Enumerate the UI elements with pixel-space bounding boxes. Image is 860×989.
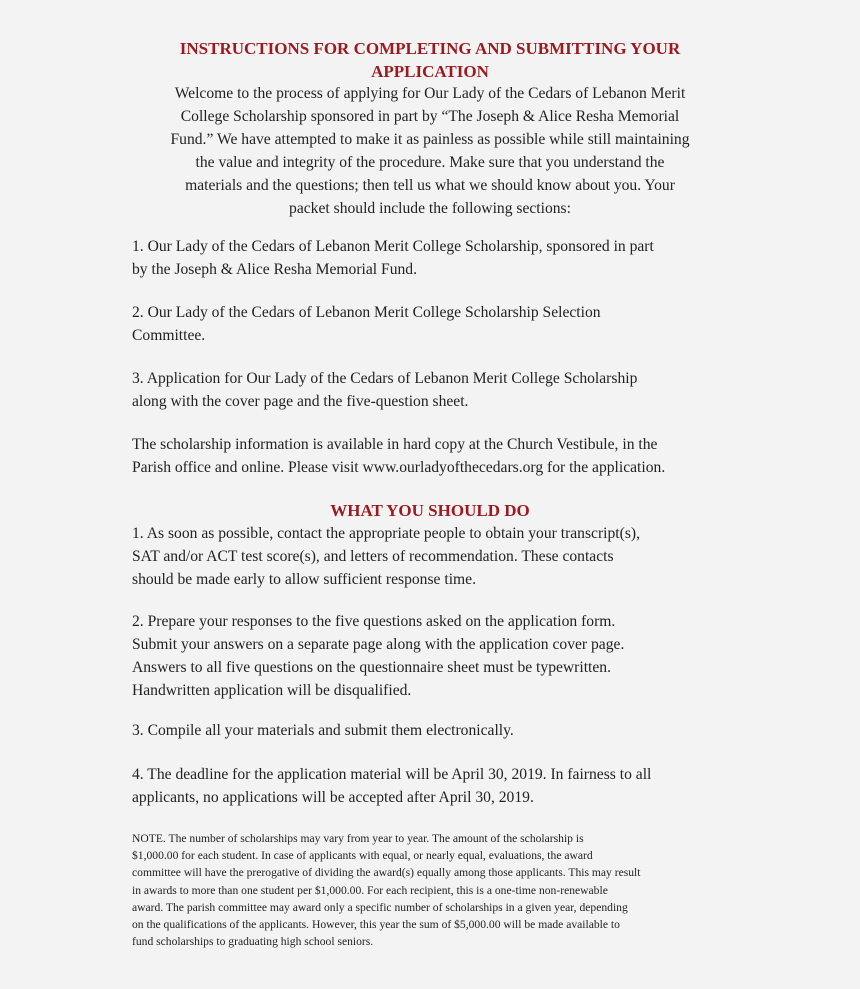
section-item-1 bbox=[132, 235, 752, 281]
intro-line: the value and integrity of the procedure. Make sure that you understand the bbox=[195, 154, 665, 171]
section-line: 3. Application for Our Lady of the Cedars of Lebanon Merit College Scholarship bbox=[132, 370, 638, 387]
note-line: on the qualifications of the applicants. However, this year the sum of $5,000.00 will be made available to bbox=[132, 918, 620, 932]
section-item-2 bbox=[132, 301, 752, 347]
step-line: Submit your answers on a separate page along with the application cover page. bbox=[132, 636, 625, 653]
step-line: 4. The deadline for the application material will be April 30, 2019. In fairness to all bbox=[132, 766, 652, 783]
note-line: fund scholarships to graduating high school seniors. bbox=[132, 935, 374, 949]
step-4 bbox=[132, 763, 752, 809]
intro-line: Welcome to the process of applying for Our Lady of the Cedars of Lebanon Merit bbox=[174, 85, 686, 102]
info-line: Parish office and online. Please visit www.ourladyofthecedars.org for the application. bbox=[132, 459, 666, 476]
section-item-3 bbox=[132, 367, 752, 413]
page-title-line-2: APPLICATION bbox=[371, 62, 489, 81]
intro-line: packet should include the following sections: bbox=[289, 200, 571, 217]
page-title bbox=[0, 37, 860, 83]
intro-line: Fund.” We have attempted to make it as painless as possible while still maintaining bbox=[170, 131, 690, 148]
step-line: Handwritten application will be disqualified. bbox=[132, 682, 412, 699]
note-line: award. The parish committee may award only a specific number of scholarships in a given year, depending bbox=[132, 900, 628, 914]
step-line: SAT and/or ACT test score(s), and letters of recommendation. These contacts bbox=[132, 548, 614, 565]
step-2 bbox=[132, 610, 752, 702]
step-3 bbox=[132, 719, 752, 742]
section-line: 2. Our Lady of the Cedars of Lebanon Merit College Scholarship Selection bbox=[132, 304, 601, 321]
intro-line: College Scholarship sponsored in part by “The Joseph & Alice Resha Memorial bbox=[180, 108, 680, 125]
note-line: $1,000.00 for each student. In case of applicants with equal, or nearly equal, evaluations, the award bbox=[132, 849, 593, 863]
step-line: should be made early to allow sufficient response time. bbox=[132, 571, 476, 588]
scholarship-info-paragraph bbox=[132, 433, 752, 479]
note-paragraph bbox=[132, 830, 752, 950]
section-line: by the Joseph & Alice Resha Memorial Fund. bbox=[132, 261, 417, 278]
step-line: 1. As soon as possible, contact the appropriate people to obtain your transcript(s), bbox=[132, 525, 640, 542]
section-line: 1. Our Lady of the Cedars of Lebanon Merit College Scholarship, sponsored in part bbox=[132, 238, 654, 255]
step-line: Answers to all five questions on the questionnaire sheet must be typewritten. bbox=[132, 659, 611, 676]
note-line: committee will have the prerogative of dividing the award(s) equally among those applicants. This may result bbox=[132, 866, 641, 880]
info-line: The scholarship information is available in hard copy at the Church Vestibule, in the bbox=[132, 436, 658, 453]
what-you-should-do-heading: WHAT YOU SHOULD DO bbox=[330, 501, 530, 520]
step-1 bbox=[132, 522, 752, 591]
note-line: in awards to more than one student per $1,000.00. For each recipient, this is a one-time non-renewable bbox=[132, 883, 608, 897]
intro-line: materials and the questions; then tell us what we should know about you. Your bbox=[185, 177, 675, 194]
section-line: Committee. bbox=[132, 327, 206, 344]
note-line: NOTE. The number of scholarships may vary from year to year. The amount of the scholarship is bbox=[132, 832, 584, 845]
section-line: along with the cover page and the five-question sheet. bbox=[132, 393, 469, 410]
intro-paragraph bbox=[120, 82, 740, 220]
step-line: applicants, no applications will be accepted after April 30, 2019. bbox=[132, 789, 534, 806]
page-title-line-1: INSTRUCTIONS FOR COMPLETING AND SUBMITTING YOUR bbox=[179, 39, 681, 58]
step-line: 3. Compile all your materials and submit them electronically. bbox=[132, 722, 514, 739]
step-line: 2. Prepare your responses to the five questions asked on the application form. bbox=[132, 613, 616, 630]
